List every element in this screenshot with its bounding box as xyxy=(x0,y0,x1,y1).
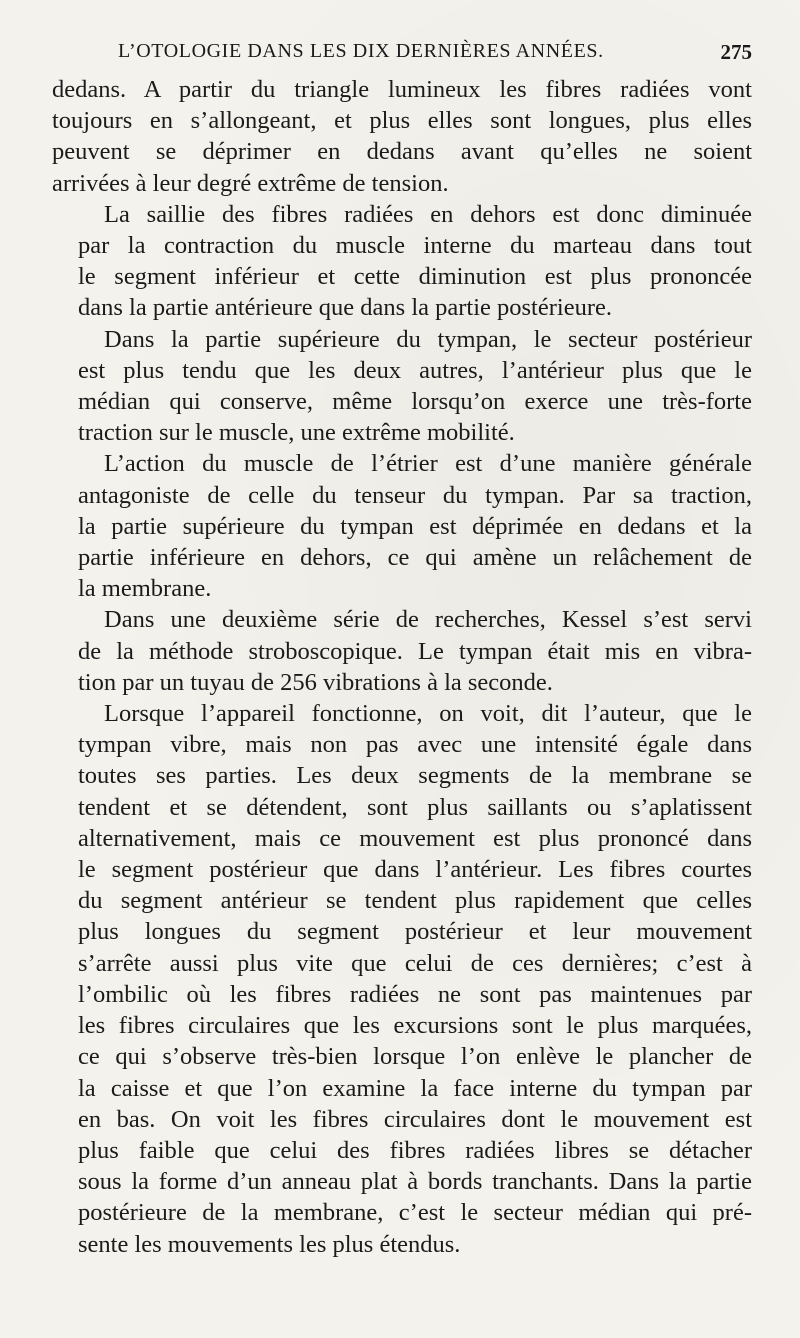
text-line: le segment inférieur et cette diminution est plus prononcée xyxy=(78,263,752,291)
text-line: la membrane. xyxy=(78,575,212,603)
running-title: L’OTOLOGIE DANS LES DIX DERNIÈRES ANNÉES. xyxy=(118,40,604,62)
paragraph xyxy=(52,604,752,698)
text-line: en bas. On voit les fibres circulaires dont le mouvement est xyxy=(78,1105,752,1133)
text-line: tympan vibre, mais non pas avec une intensité égale dans xyxy=(78,731,752,759)
text-line: du segment antérieur se tendent plus rapidement que celles xyxy=(78,887,752,915)
paragraph xyxy=(52,199,752,324)
text-line: sous la forme d’un anneau plat à bords tranchants. Dans la partie xyxy=(78,1168,752,1196)
text-line: ce qui s’observe très-bien lorsque l’on enlève le plancher de xyxy=(78,1043,752,1071)
text-line: est plus tendu que les deux autres, l’antérieur plus que le xyxy=(78,356,752,384)
text-line: Lorsque l’appareil fonctionne, on voit, dit l’auteur, que le xyxy=(104,700,752,728)
text-line: de la méthode stroboscopique. Le tympan était mis en vibra- xyxy=(78,637,752,665)
text-line: sente les mouvements les plus étendus. xyxy=(78,1230,461,1258)
body-text xyxy=(52,74,752,1260)
text-line: le segment postérieur que dans l’antérieur. Les fibres courtes xyxy=(78,856,752,884)
text-line: s’arrête aussi plus vite que celui de ces dernières; c’est à xyxy=(78,949,752,977)
paragraph xyxy=(52,324,752,449)
text-line: antagoniste de celle du tenseur du tympan. Par sa traction, xyxy=(78,481,752,509)
text-line: plus faible que celui des fibres radiées libres se détacher xyxy=(78,1136,752,1164)
text-line: Dans une deuxième série de recherches, Kessel s’est servi xyxy=(104,606,752,634)
text-line: postérieure de la membrane, c’est le secteur médian qui pré- xyxy=(78,1199,752,1227)
text-line: traction sur le muscle, une extrême mobilité. xyxy=(78,419,515,447)
page-number: 275 xyxy=(720,40,752,64)
text-line: les fibres circulaires que les excursions sont le plus marquées, xyxy=(78,1012,752,1040)
paragraph xyxy=(52,448,752,604)
text-line: la caisse et que l’on examine la face interne du tympan par xyxy=(78,1074,752,1102)
text-line: la partie supérieure du tympan est déprimée en dedans et la xyxy=(78,512,752,540)
page-header xyxy=(52,40,752,70)
text-line: arrivées à leur degré extrême de tension. xyxy=(52,169,449,197)
text-line: toujours en s’allongeant, et plus elles sont longues, plus elles xyxy=(52,107,752,135)
text-line: peuvent se déprimer en dedans avant qu’elles ne soient xyxy=(52,138,752,166)
text-line: dedans. A partir du triangle lumineux les fibres radiées vont xyxy=(52,76,752,103)
text-line: tendent et se détendent, sont plus saillants ou s’aplatissent xyxy=(78,793,752,821)
text-line: Dans la partie supérieure du tympan, le secteur postérieur xyxy=(104,325,752,353)
paragraph xyxy=(52,698,752,1260)
text-line: L’action du muscle de l’étrier est d’une manière générale xyxy=(104,450,752,478)
text-line: alternativement, mais ce mouvement est plus prononcé dans xyxy=(78,824,752,852)
text-line: l’ombilic où les fibres radiées ne sont pas maintenues par xyxy=(78,980,752,1008)
text-line: plus longues du segment postérieur et leur mouvement xyxy=(78,918,752,946)
text-line: La saillie des fibres radiées en dehors est donc diminuée xyxy=(104,200,752,228)
text-line: tion par un tuyau de 256 vibrations à la seconde. xyxy=(78,668,553,696)
text-line: dans la partie antérieure que dans la partie postérieure. xyxy=(78,294,612,322)
paragraph xyxy=(52,74,752,199)
text-line: médian qui conserve, même lorsqu’on exerce une très-forte xyxy=(78,388,752,416)
text-line: partie inférieure en dehors, ce qui amène un relâchement de xyxy=(78,544,752,572)
text-line: toutes ses parties. Les deux segments de la membrane se xyxy=(78,762,752,790)
text-line: par la contraction du muscle interne du marteau dans tout xyxy=(78,232,752,260)
